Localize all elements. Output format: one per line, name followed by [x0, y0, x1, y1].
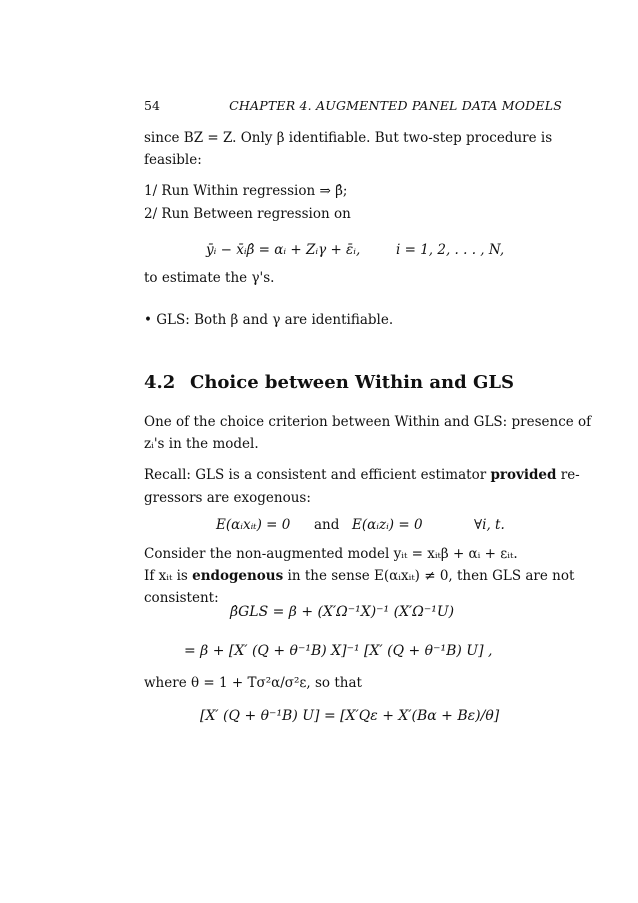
- exog-eq-right: ∀i, t.: [474, 517, 505, 533]
- para2-line2: zᵢ's in the model.: [144, 436, 259, 452]
- section-heading: [144, 372, 514, 393]
- section-title: Choice between Within and GLS: [190, 372, 514, 393]
- para4-line2: [144, 568, 574, 584]
- gls-equation-1: β̂GLS = β + (X′Ω⁻¹X)⁻¹ (X′Ω⁻¹U): [230, 604, 455, 620]
- para2-line1: One of the choice criterion between Within and GLS: presence of: [144, 414, 592, 430]
- estimate-line: to estimate the γ's.: [144, 270, 275, 286]
- final-equation: [X′ (Q + θ⁻¹B) U] = [X′Qε + X′(Bα + Bε)/θ]: [200, 708, 500, 724]
- between-equation: ȳᵢ − x̄ᵢβ̂ = αᵢ + Zᵢγ + ε̄ᵢ,: [206, 242, 361, 258]
- exog-eq-mid: E(αᵢzᵢ) = 0: [352, 517, 423, 533]
- where-line: where θ = 1 + Tσ²α/σ²ε, so that: [144, 675, 362, 691]
- para4-line3: consistent:: [144, 590, 219, 606]
- exog-eq-and: and: [314, 517, 340, 533]
- step-1: 1/ Run Within regression ⇒ β̂;: [144, 183, 348, 199]
- gls-bullet: • GLS: Both β and γ are identifiable.: [144, 312, 394, 328]
- para4-line2-pre: If xᵢₜ is: [144, 568, 193, 584]
- para1-line2: feasible:: [144, 152, 202, 168]
- para3-line2: gressors are exogenous:: [144, 490, 311, 506]
- exog-eq-left: E(αᵢxᵢₜ) = 0: [216, 517, 291, 533]
- para4-bold-endogenous: endogenous: [192, 568, 284, 584]
- chapter-title: CHAPTER 4. AUGMENTED PANEL DATA MODELS: [229, 98, 562, 113]
- para3-line1-post: re-: [556, 467, 580, 483]
- para3-bold-provided: provided: [490, 467, 557, 483]
- section-number: 4.2: [144, 372, 176, 393]
- para4-line1: Consider the non-augmented model yᵢₜ = xᵢₜβ + αᵢ + εᵢₜ.: [144, 546, 518, 562]
- para3-line1-pre: Recall: GLS is a consistent and efficient estimator: [144, 467, 491, 483]
- gls-equation-2: = β + [X′ (Q + θ⁻¹B) X]⁻¹ [X′ (Q + θ⁻¹B) U] ,: [184, 643, 493, 659]
- para1-line1: since BZ = Z. Only β identifiable. But two-step procedure is: [144, 130, 553, 146]
- para3-line1: [144, 467, 580, 483]
- between-equation-range: i = 1, 2, . . . , N,: [396, 242, 505, 258]
- para4-line2-post: in the sense E(αᵢxᵢₜ) ≠ 0, then GLS are not: [283, 568, 575, 584]
- step-2: 2/ Run Between regression on: [144, 206, 351, 222]
- page-number: 54: [144, 98, 160, 113]
